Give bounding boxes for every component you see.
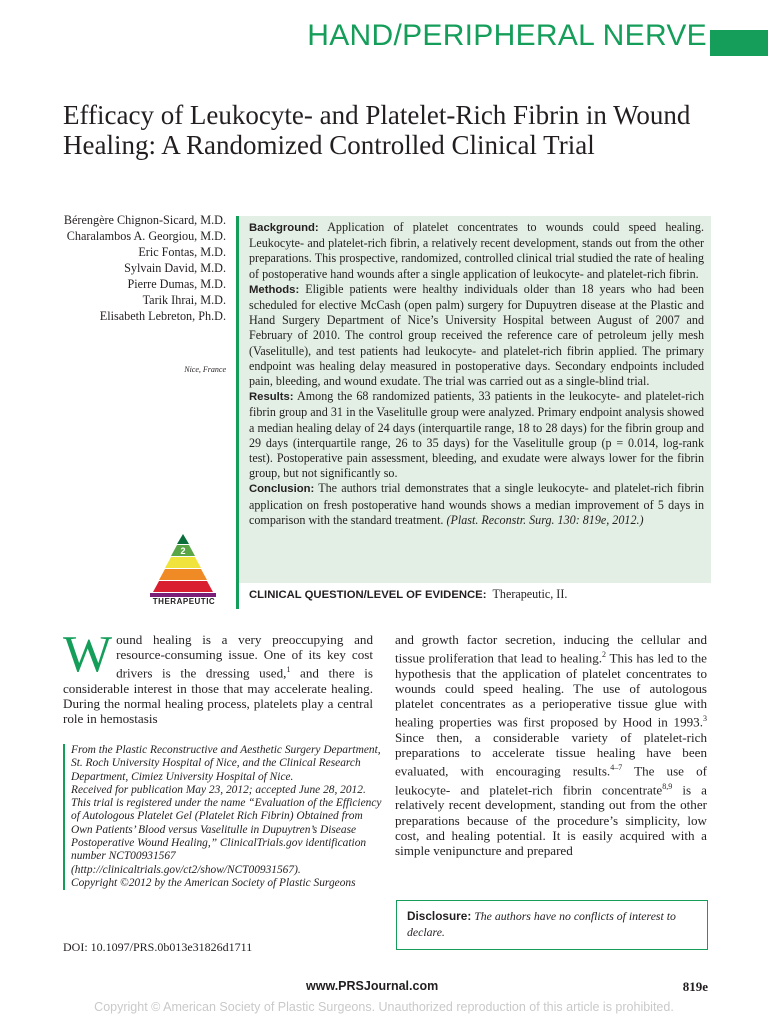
body-paragraph — [63, 626, 373, 727]
footnote-registration: This trial is registered under the name “Evaluation of the Efficiency of Autologous Platelet Gel (Platelet Rich Fibrin) Obtained from Own Patients’ Blood versus Vaselitulle in Dupuytren’s Disease Postoperative Wound Healing,” ClinicalTrials.gov identification number NCT00931567 (http://clinicaltrials.gov/ct2/show/NCT00931567). — [71, 797, 382, 876]
journal-url-link[interactable]: www.PRSJournal.com — [306, 979, 439, 993]
body-text: and there is considerable interest in those that may accelerate healing. During the normal healing process, platelets play a central role in hemostasis — [63, 665, 373, 727]
disclosure-box — [396, 900, 708, 950]
body-column-right — [395, 632, 707, 858]
background-label: Background: — [249, 222, 319, 234]
article-footnote — [63, 744, 383, 890]
evidence-level: 2 — [180, 546, 186, 556]
abstract-conclusion-para — [249, 481, 704, 528]
doi-text[interactable]: DOI: 10.1097/PRS.0b013e31826d1711 — [63, 940, 253, 954]
disclosure-label: Disclosure: — [407, 909, 472, 923]
footnote-received: Received for publication May 23, 2012; accepted June 28, 2012. — [71, 783, 366, 796]
clinical-value: Therapeutic, II. — [492, 587, 568, 601]
pyramid-tier-5 — [153, 581, 213, 592]
body-text: and growth factor secretion, inducing the cellular and tissue proliferation that lead to healing. — [395, 632, 707, 666]
author-name: Tarik Ihrai, M.D. — [142, 293, 226, 307]
abstract-background-para — [249, 220, 704, 282]
reference-mark[interactable]: 8,9 — [662, 781, 673, 791]
reference-mark[interactable]: 4–7 — [610, 763, 623, 773]
author-name: Elisabeth Lebreton, Ph.D. — [99, 309, 226, 323]
conclusion-text: The authors trial demonstrates that a single leukocyte- and platelet-rich fibrin application on fresh postoperative hand wounds shows a median improvement of 5 days in comparison with the standard treatment. — [249, 481, 704, 527]
body-text: is a relatively recent development, standing out from the other preparations because of the procedure’s simplicity, low cost, and healing potential. It is easily acquired with a simple venipuncture and prepared — [395, 782, 707, 859]
pyramid-tier-1 — [177, 534, 189, 544]
conclusion-label: Conclusion: — [249, 483, 315, 496]
section-header-bar — [710, 30, 768, 56]
methods-text: Eligible patients were healthy individuals older than 18 years who had been scheduled for elective McCash (open palm) surgery for Dupuytren disease at the Plastic and Hand Surgery Department of Nice’s University Hospital between August of 2007 and February of 2010. The control group received the reference care of petroleum jelly mesh (Vaselitulle), and test patients had leukocyte- and platelet-rich fibrin applied. The primary endpoint was healing delay measured in postoperative days. Secondary endpoints included pain, bleeding, and wound exudate. The trial was carried out as a single-blind trial. — [249, 281, 705, 389]
author-list — [40, 212, 226, 324]
abstract-box — [236, 216, 711, 609]
body-text: Since then, a considerable variety of platelet-rich preparations to accelerate tissue healing have been evaluated, with encouraging results. — [395, 729, 707, 779]
reference-mark[interactable]: 3 — [703, 714, 707, 724]
page-number: 819e — [682, 979, 708, 994]
author-name: Bérengère Chignon-Sicard, M.D. — [63, 213, 226, 227]
author-name: Eric Fontas, M.D. — [138, 245, 226, 259]
body-text: The use of leukocyte- and platelet-rich fibrin concentrate — [395, 763, 707, 798]
abstract-results-para — [249, 389, 704, 481]
author-name: Sylvain David, M.D. — [124, 261, 226, 275]
author-name: Charalambos A. Georgiou, M.D. — [66, 229, 226, 243]
pyramid-tier-4 — [159, 569, 207, 580]
author-location: Nice, France — [184, 365, 226, 374]
footnote-copyright: Copyright ©2012 by the American Society of Plastic Surgeons — [71, 876, 356, 889]
abstract-citation: (Plast. Reconstr. Surg. 130: 819e, 2012.) — [446, 512, 644, 527]
copyright-notice: Copyright © American Society of Plastic Surgeons. Unauthorized reproduction of this article is prohibited. — [94, 1000, 674, 1014]
methods-label: Methods: — [249, 283, 300, 296]
body-column-left — [63, 626, 373, 727]
article-title: Efficacy of Leukocyte- and Platelet-Rich Fibrin in Wound Healing: A Randomized Controlled Clinical Trial — [63, 100, 691, 160]
body-paragraph — [395, 632, 707, 858]
body-text: ound healing is a very preoccupying and resource-consuming issue. One of its key cost drivers is the dressing used, — [116, 632, 373, 681]
drop-cap: W — [63, 626, 113, 683]
abstract-text — [249, 220, 704, 528]
disclosure-text: The authors have no conflicts of interest to declare. — [407, 909, 676, 939]
section-header: HAND/PERIPHERAL NERVE — [307, 19, 707, 52]
clinical-question — [249, 587, 704, 602]
reference-mark[interactable]: 2 — [602, 650, 607, 660]
pyramid-tier-3 — [165, 557, 201, 568]
reference-mark[interactable]: 1 — [286, 665, 291, 675]
results-text: Among the 68 randomized patients, 33 patients in the leukocyte- and platelet-rich fibrin group and 31 in the Vaselitulle group were analyzed. Primary endpoint analysis showed a median healing delay of 24 days (interquartile range, 18 to 28 days) for the fibrin group and 29 days (interquartile range, 26 to 35 days) for the Vaselitulle group (p = 0.014, log-rank test). Postoperative pain assessment, bleeding, and exudate were always lower for the fibrin group, but not significantly so. — [249, 389, 704, 481]
results-label: Results: — [249, 391, 294, 404]
evidence-type-label: THERAPEUTIC — [152, 597, 216, 606]
abstract-methods-para — [249, 282, 704, 389]
footnote-affiliation: From the Plastic Reconstructive and Aesthetic Surgery Department, St. Roch University Hospital of Nice, and the Clinical Research Department, Cimiez University Hospital of Nice. — [71, 744, 381, 783]
author-name: Pierre Dumas, M.D. — [127, 277, 226, 291]
background-text: Application of platelet concentrates to wounds could speed healing. Leukocyte- and platelet-rich fibrin, a relatively recent development, stands out from the other preparations. This prospective, randomized, controlled clinical trial studied the rate of healing of postoperative hand wounds after a single application of leukocyte- and platelet-rich fibrin. — [249, 220, 704, 281]
clinical-label: CLINICAL QUESTION/LEVEL OF EVIDENCE: — [249, 589, 487, 601]
body-text: This has led to the hypothesis that the application of platelet concentrates to wounds could speed healing. The use of autologous platelet concentrates as a perioperative tissue glue with healing properties was first proposed by Hood in 1993. — [395, 650, 707, 730]
